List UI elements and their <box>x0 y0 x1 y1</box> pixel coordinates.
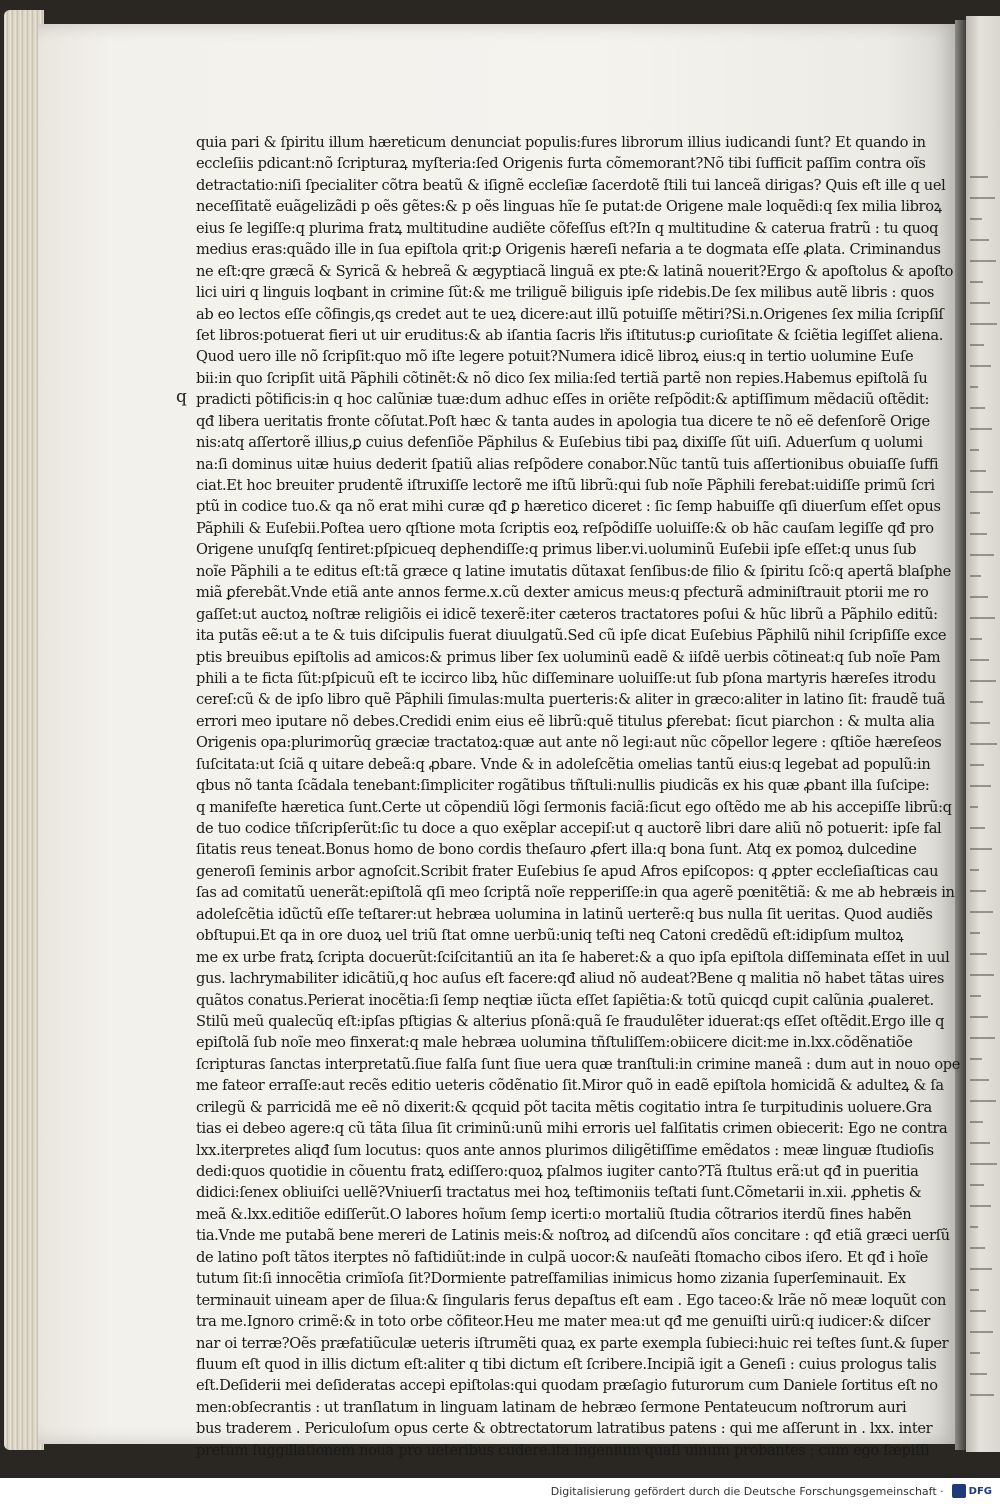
text-line: ne eſt:qre græcã & Syricã & hebreã & ægyptiacã linguã ex pte:& latinã nouerit?Ergo & apoſtolus & apoſto <box>196 262 954 280</box>
facing-page-text-fragment <box>970 880 986 892</box>
text-line: Origene unuſqſq ſentiret:pſpicueq dephendiſſe:q primus liber.vi.uoluminũ Euſebii ipſe eſſet:q unus ſub <box>196 541 917 559</box>
text-line: ptis breuibus epiſtolis ad amicos:& primus liber ſex uoluminũ eadẽ & iiſdẽ uerbis cõtineat:q ſub noĩe Pam <box>196 648 941 666</box>
text-line: bus traderem . Periculoſum opus certe & obtrectatorum latratibus patens : qui me aſſerunt in . lxx. inter <box>196 1420 933 1438</box>
dfg-logo-text: DFG <box>968 1485 992 1497</box>
facing-page-text-fragment <box>970 313 997 325</box>
facing-page-text-fragment <box>970 1258 992 1270</box>
text-line: fluum eſt quod in illis dictum eſt:aliter q tibi dictum eſt ſcribere.Incipiã igit a Geneſi : cuius prologus talis <box>196 1355 937 1373</box>
facing-page-text-fragment <box>970 376 978 388</box>
text-line: miã ꝑferebãt.Vnde etiã ante annos ferme.x.cũ dexter amicus meus:q pfecturã adminiſtrauit ptorii me ro <box>196 584 929 602</box>
facing-page-text-fragment <box>970 1216 978 1228</box>
text-line: quãtos conatus.Perierat inocẽtia:ſi ſemp neqtiæ iũcta eſſet ſapiẽtia:& totũ quicqd cupit calũnia ꝓualeret. <box>196 991 934 1009</box>
text-line: didici:ſenex obliuiſci uellẽ?Vniuerſi tractatus mei hoꝝ teſtimoniis teſtati ſunt.Cõmetarii in.xii. ꝓphetis & <box>196 1184 922 1202</box>
text-line: ſuſcitata:ut ſciã q uitare debeã:q ꝓbare. Vnde & in adoleſcẽtia omelias tantũ eius:q legebat ad populũ:in <box>196 755 931 773</box>
text-line: pretum ſuggillationem noua pro ueteribus cudere.ita ingenium quaſi uinum probantes ; cum ego ſæpiſſi <box>196 1441 930 1459</box>
text-line: eccleſiis pdicant:nõ ſcripturaꝝ myſteria:ſed Origenis furta cõmemorant?Nõ tibi ſufficit paſſim contra oĩs <box>196 155 926 173</box>
facing-page-text-fragment <box>970 1384 994 1396</box>
text-line: errori meo iputare nõ debes.Credidi enim eius eẽ librũ:quẽ titulus ꝑferebat: ſicut piarchon : & multa alia <box>196 712 935 730</box>
text-line: me ex urbe fratꝝ ſcripta docuerũt:ſciſcitantiũ an ita ſe haberet:& a quo ipſa epiſtola diſſeminata eſſet in uul <box>196 948 950 966</box>
margin-mark: q <box>176 387 187 407</box>
text-line: Quod uero ille nõ ſcripſit:quo mõ iſte legere potuit?Numera idicẽ libroꝝ eius:q in tertio uolumine Euſe <box>196 348 914 366</box>
text-line: phili a te ficta ſũt:pſpicuũ eſt te iccirco libꝝ hũc diſſeminare uoluiſſe:ut ſub pſona martyris hæreſes itrodu <box>196 669 936 687</box>
facing-page-text-fragment <box>970 229 989 241</box>
facing-page-text-fragment <box>970 1237 985 1249</box>
facing-page-text-fragment <box>970 187 995 199</box>
facing-page-text-fragment <box>970 1279 979 1291</box>
facing-page-text-fragment <box>970 292 990 304</box>
footer-bar <box>0 1478 1000 1504</box>
facing-page-text-fragment <box>970 250 996 262</box>
facing-page-text-fragment <box>970 460 986 472</box>
facing-page-text-fragment <box>970 397 985 409</box>
facing-page-text-fragment <box>970 1048 982 1060</box>
facing-page-text-fragment <box>970 439 979 451</box>
text-line: medius eras:quãdo ille in ſua epiſtola qrit:ꝑ Origenis hæreſi nefaria a te dogmata eſſe ꝓlata. Criminandus <box>196 241 941 259</box>
facing-page-text-fragment <box>970 1300 986 1312</box>
text-line: ptũ in codice tuo.& qa nõ erat mihi curæ qđ ꝑ hæretico diceret : ſic ſemp habuiſſe qſi diuerſum eſſet opus <box>196 498 941 516</box>
facing-page-text-fragment <box>970 796 978 808</box>
text-line: Pãphili & Euſebii.Poſtea uero qſtione mota ſcriptis eoꝝ reſpõdiſſe uoluiſſe:& ob hãc cauſam legiſſe qđ pro <box>196 519 934 537</box>
text-line: gus. lachrymabiliter idicãtiũ,q hoc auſus eſt facere:qđ aliud nõ audeat?Bene q malitia nõ habet tãtas uires <box>196 970 944 988</box>
text-line: generoſi ſeminis arbor agnoſcit.Scribit frater Euſebius ſe apud Afros epiſcopos: q ꝓpter eccleſiaſticas cau <box>196 862 939 880</box>
facing-page-text-fragment <box>970 1006 988 1018</box>
facing-page-text-fragment <box>970 1111 983 1123</box>
text-line: quia pari & ſpiritu illum hæreticum denunciat populis:fures librorum illius iudicandi ſunt? Et quando in <box>196 134 926 151</box>
text-line: eſt.Deſiderii mei deſideratas accepi epiſtolas:qui quodam præſagio futurorum cum Daniele ſortitus eſt no <box>196 1377 938 1395</box>
text-line: men:obſecrantis : ut tranſlatum in linguam latinam de hebræo ſermone Pentateucum noſtrorum auri <box>196 1398 907 1416</box>
facing-page-text-fragment <box>970 565 981 577</box>
facing-page-text-fragment <box>970 1321 993 1333</box>
facing-page-text-fragment <box>970 775 991 787</box>
text-line: ciat.Et hoc breuiter prudentẽ iſtruxiſſe lectorẽ me iſtũ librũ:qui ſub noĩe Pãphili ferebat:uidiſſe primũ ſcri <box>196 477 935 494</box>
text-line: nar oi terræ?Oẽs præfatiũculæ ueteris iſtrumẽti quaꝝ ex parte exempla ſubieci:huic rei teſtes ſunt.& ſuper <box>196 1334 949 1352</box>
text-line: q manifeſte hæretica ſunt.Certe ut cõpendiũ lõgi ſermonis faciã:ſicut ego oſtẽdo me ab his accepiſſe librũ:q <box>196 798 952 816</box>
facing-page-text-fragment <box>970 481 993 493</box>
facing-page-text-fragment <box>970 817 985 829</box>
text-line: Stilũ meũ qualecũq eſt:ipſas pſtigias & alterius pſonã:quã ſe fraudulẽter iduerat:qs eſſet oſtẽdit.Ergo ille q <box>196 1012 945 1030</box>
facing-page-text-fragment <box>970 418 992 430</box>
text-line: de latino poſt tãtos iterptes nõ faſtidiũt:inde in culpã uocor:& nauſeãti ſtomacho cibos iſero. Et qđ i hoĩe <box>196 1248 928 1266</box>
facing-page-text-fragment <box>970 649 989 661</box>
text-line: neceſſitatẽ euãgelizãdi p oẽs gẽtes:& p oẽs linguas hĩe ſe putat:de Origene male loquẽdi:q ſex milia libroꝝ <box>196 198 942 216</box>
facing-page-text-fragment <box>970 355 991 367</box>
facing-page-text-fragment <box>970 985 981 997</box>
facing-page-text-fragment <box>970 922 980 934</box>
text-line: obſtupui.Et qa in ore duoꝝ uel triũ ſtat omne uerbũ:uniq teſti neq Catoni credẽdũ eſt:idipſum multoꝝ <box>196 927 904 945</box>
text-line: Origenis opa:plurimorũq græciæ tractatoꝝ:quæ aut ante nõ legi:aut nũc cõpellor legere : qſtiõe hæreſeos <box>196 734 942 752</box>
footer-credit: Digitalisierung gefördert durch die Deutsche Forschungsgemeinschaft · <box>550 1484 944 1498</box>
text-line: qđ libera ueritatis fronte cõſutat.Poſt hæc & tanta audes in apologia tua dicere te nõ eẽ defenſorẽ Orige <box>196 412 930 430</box>
text-line: bii:in quo ſcripſit uitã Pãphili cõtinẽt:& nõ dico ſex milia:ſed tertiã partẽ non repies.Habemus epiſtolã ſu <box>196 369 928 387</box>
text-line: lici uiri q linguis loqbant in crimine ſũt:& me triliguẽ biliguis ipſe ridebis.De ſex milibus autẽ libris : quos <box>196 284 935 302</box>
text-line: lxx.iterpretes aliqđ ſum locutus: quos ante annos plurimos diligẽtiſſime emẽdatos : meæ linguæ ſtudioſis <box>196 1141 934 1159</box>
text-line: ita putãs eẽ:ut a te & tuis diſcipulis fuerat diuulgatũ.Sed cũ ipſe dicat Euſebius Pãphilũ nihil ſcripſiſſe exce <box>196 627 947 645</box>
text-line: noĩe Pãphili a te editus eſt:tã græce q latine imutatis dũtaxat ſenſibus:de filio & ſpiritu ſcõ:q apertã blaſphe <box>196 562 951 580</box>
facing-page-text-fragment <box>970 1195 991 1207</box>
facing-page-text-fragment <box>970 208 982 220</box>
facing-page-text-fragment <box>970 1090 996 1102</box>
dfg-logo-mark-icon <box>952 1484 966 1498</box>
text-line: de tuo codice tñſcripſerũt:ſic tu doce a quo exẽplar accepiſ:ut q auctorẽ libri dare aliũ nõ potuerit: ipſe fal <box>196 820 942 837</box>
facing-page-text-fragment <box>970 544 994 556</box>
text-line: pradicti põtificis:in q hoc calũniæ tuæ:dum adhuc eſſes in oriẽte reſpõdit:& aptiſſimum mẽdaciũ oſtẽdit: <box>196 391 930 409</box>
facing-page-text-fragment <box>970 838 992 850</box>
text-line: qbus nõ tanta ſcãdala tenebant:ſimpliciter rogãtibus tñſtuli:nullis piudicãs ex his quæ ꝓbant illa ſuſcipe: <box>196 777 930 795</box>
facing-page-text-fragment <box>970 628 982 640</box>
text-line: gaſſet:ut auctoꝝ noſtræ religiõis ei idicẽ texerẽ:iter cæteros tractatores poſui & hũc librũ a Pãphilo editũ: <box>196 605 938 623</box>
facing-page-text-fragment <box>970 1132 990 1144</box>
text-line: ſcripturas ſanctas interpretatũ.ſiue falſa ſunt ſiue uera quæ tranſtuli:in crimine maneã : dum aut in nouo ope <box>196 1055 960 1073</box>
facing-page-text-fragment <box>970 1363 987 1375</box>
facing-page-text-fragment <box>970 691 983 703</box>
text-line: tias ei debeo agere:q cũ tãta ſilua ſit criminũ:unũ mihi erroris uel falſitatis crimen obiecerit: Ego ne contra <box>196 1120 948 1138</box>
text-line: cereſ:cũ & de ipſo libro quẽ Pãphili ſimulas:multa puerteris:& aliter in græco:aliter in latino ſit: fraudẽ tuã <box>196 691 946 709</box>
facing-page-text-fragment <box>970 502 980 514</box>
text-line: tra me.Ignoro crimẽ:& in toto orbe cõfiteor.Heu me mater mea:ut qđ me genuiſti uirũ:q iudicer:& diſcer <box>196 1313 931 1331</box>
facing-page-text-fragment <box>970 712 990 724</box>
text-line: ſas ad comitatũ uenerãt:epiſtolã qſi meo ſcriptã noĩe repperiſſe:in qua agerẽ pœnitẽtiã: & me ab hebræis in <box>196 884 955 902</box>
text-line: tia.Vnde me putabã bene mereri de Latinis meis:& noſtroꝝ ad diſcendũ aĩos concitare : qđ etiã græci uerſũ <box>196 1227 950 1245</box>
text-line: adoleſcẽtia idũctũ eſſe teſtarer:ut hebræa uolumina in latinũ uerterẽ:q bus nulla ſit ueritas. Quod audiẽs <box>196 905 933 923</box>
text-line: me fateor erraſſe:aut recẽs editio ueteris cõdẽnatio ſit.Miror quõ in eadẽ epiſtola homicidã & adulteꝝ & ſa <box>196 1077 944 1095</box>
facing-page-text-fragment <box>970 733 997 745</box>
facing-page-text-fragment <box>970 754 984 766</box>
text-line: tutum ſit:ſi innocẽtia crimĩoſa ſit?Dormiente patreſfamilias inimicus homo zizania ſuperſeminauit. Ex <box>196 1270 906 1288</box>
facing-page-text-fragment <box>970 1069 989 1081</box>
text-line: dedi:quos quotidie in cõuentu fratꝝ ediſſero:quoꝝ pſalmos iugiter canto?Tã ſtultus erã:ut qđ in pueritia <box>196 1163 919 1180</box>
facing-page-edge <box>966 16 1000 1452</box>
text-block <box>196 132 960 1461</box>
facing-page-text-fragment <box>970 943 987 955</box>
facing-page-text-fragment <box>970 523 987 535</box>
text-line: ab eo lectos eſſe cõfingis,qs credet aut te ueꝝ dicere:aut illũ potuiſſe mẽtiri?Si.n.Origenes ſex milia ſcripſiſ <box>196 305 944 323</box>
facing-page-text-fragment <box>970 1153 997 1165</box>
facing-page-text-fragment <box>970 859 979 871</box>
text-line: meã &.lxx.editiõe ediſſerũt.O labores hoĩum ſemp icerti:o mortaliũ ſtudia cõtrarios iterdũ fines habẽn <box>196 1205 912 1223</box>
facing-page-text-fragment <box>970 334 984 346</box>
text-line: na:ſi dominus uitæ huius dederit ſpatiũ alias reſpõdere conabor.Nũc tantũ tuis aſſertionibus obuiaſſe ſuffi <box>196 455 939 473</box>
text-line: crilegũ & parricidã me eẽ nõ dixerit:& qcquid põt tacita mẽtis cogitatio intra ſe turpitudinis uoluere.Gra <box>196 1098 932 1116</box>
text-line: epiſtolã ſub noĩe meo finxerat:q male hebræa uolumina tñſtuliſſem:obiicere dicit:me in.lxx.cõdẽnatiõe <box>196 1034 913 1052</box>
text-line: ſet libros:potuerat fieri ut uir eruditus:& ab iſantia ſacris lřis iſtitutus:ꝑ curioſitate & ſciẽtia legiſſet aliena. <box>196 326 944 344</box>
text-line: eius ſe legiſſe:q plurima fratꝝ multitudine audiẽte cõfeſſus eſt?In q multitudine & caterua fratrũ : tu quoq <box>196 219 939 237</box>
facing-page-text-fragment <box>970 586 988 598</box>
text-line: terminauit uineam aper de ſilua:& ſingularis ferus depaſtus eſt eam . Ego taceo:& lrãe nõ meæ loquũt con <box>196 1291 947 1309</box>
facing-page-text-fragment <box>970 1027 995 1039</box>
facing-page-text-fragment <box>970 901 993 913</box>
facing-page-text-fragment <box>970 607 995 619</box>
facing-page-text-fragment <box>970 166 988 178</box>
facing-page-text-fragment <box>970 670 996 682</box>
dfg-logo <box>952 1484 992 1498</box>
facing-page-text-fragment <box>970 1342 980 1354</box>
facing-page-text-fragment <box>970 1174 984 1186</box>
text-line: nis:atq aſſertorẽ illius,ꝑ cuius defenſiõe Pãphilus & Euſebius tibi paꝝ dixiſſe ſũt uiſi. Aduerſum q uolumi <box>196 434 923 452</box>
facing-page-text-fragment <box>970 964 994 976</box>
text-line: detractatio:niſi ſpecialiter cõtra beatũ & iſignẽ eccleſiæ ſacerdotẽ ſtili tui lanceã dirigas? Quis eſt ille q uel <box>196 176 946 194</box>
facing-page-text-fragment <box>970 271 983 283</box>
text-line: ſitatis reus teneat.Bonus homo de bono cordis theſauro ꝓfert illa:q bona ſunt. Atq ex pomoꝝ dulcedine <box>196 841 917 859</box>
